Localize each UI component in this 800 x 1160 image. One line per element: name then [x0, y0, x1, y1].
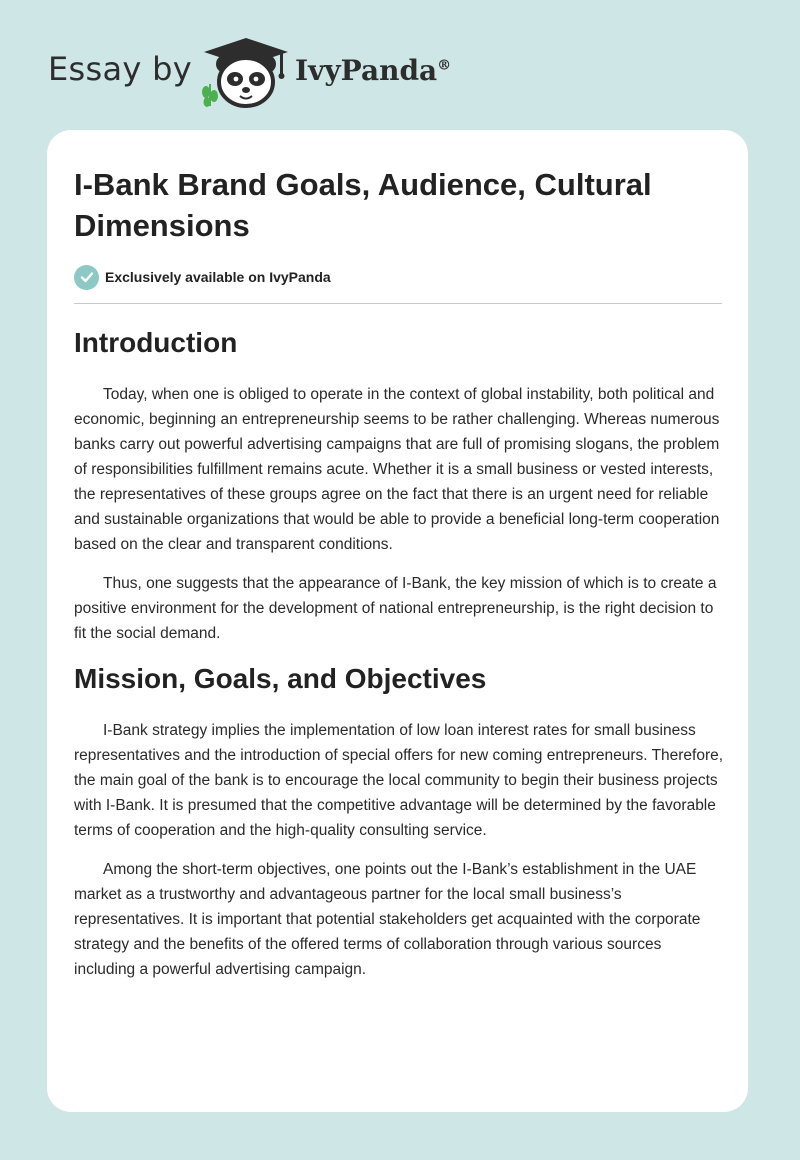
exclusive-badge — [74, 264, 331, 290]
essay-by-label: Essay by — [48, 50, 192, 88]
essay-body — [74, 324, 726, 996]
brand-name: IvyPanda — [295, 54, 438, 87]
page-title: I-Bank Brand Goals, Audience, Cultural Dimensions — [74, 167, 652, 243]
paragraph: Thus, one suggests that the appearance of I-Bank, the key mission of which is to create a positive environment for the development of national entrepreneurship, is the right decision to fit the social demand. — [74, 575, 717, 642]
panda-graduate-icon[interactable] — [200, 36, 292, 108]
divider — [74, 303, 722, 304]
paragraph: Among the short-term objectives, one points out the I-Bank’s establishment in the UAE market as a trustworthy and advantageous partner for the local small business’s representatives. It is important that potential stakeholders get acquainted with the corporate strategy and the benefits of the offered terms of collaboration through various sources including a powerful advertising campaign. — [74, 861, 701, 978]
section-heading-mission: Mission, Goals, and Objectives — [74, 663, 487, 694]
check-circle-icon — [74, 265, 99, 290]
paragraph: I-Bank strategy implies the implementation of low loan interest rates for small business representatives and the introduction of special offers for new coming entrepreneurs. Therefore, the main goal of the bank is to encourage the local community to begin their business projects with I-Bank. It is presumed that the competitive advantage will be determined by the favorable terms of cooperation and the high-quality consulting service. — [74, 722, 724, 839]
badge-label: Exclusively available on IvyPanda — [105, 269, 331, 285]
section-heading-introduction: Introduction — [74, 327, 238, 358]
registered-mark: ® — [437, 57, 452, 74]
site-header — [0, 0, 800, 120]
essay-card — [47, 130, 748, 1112]
paragraph: Today, when one is obliged to operate in the context of global instability, both political and economic, beginning an entrepreneurship seems to be rather challenging. Whereas numerous banks carry out powerful advertising campaigns that are full of promising slogans, the problem of responsibilities fulfillment remains acute. Whether it is a small business or vested interests, the representatives of these groups agree on the fact that there is an urgent need for reliable and sustainable organizations that would be able to provide a beneficial long-term cooperation based on the clear and transparent conditions. — [74, 386, 720, 553]
brand-logo-text[interactable] — [295, 54, 451, 87]
